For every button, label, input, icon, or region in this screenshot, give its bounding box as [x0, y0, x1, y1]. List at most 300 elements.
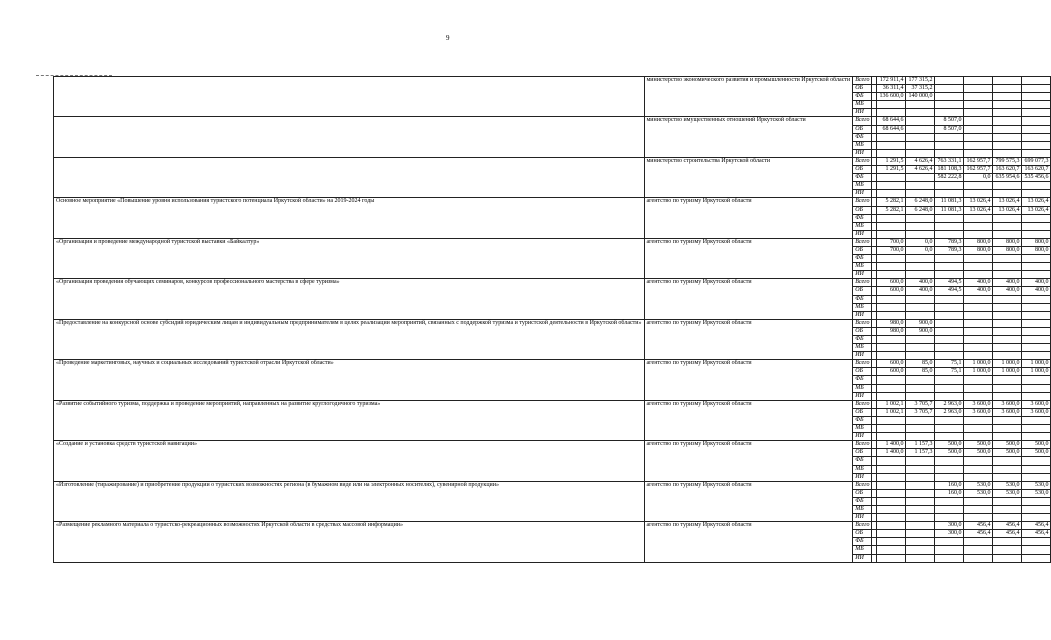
- value-cell: 530,0: [993, 489, 1022, 497]
- table-row: [54, 360, 1051, 368]
- value-cell: 1 291,5: [877, 157, 906, 165]
- value-cell: [1022, 554, 1051, 562]
- value-cell: [964, 457, 993, 465]
- value-cell: 4 626,4: [906, 157, 935, 165]
- value-cell: [1022, 230, 1051, 238]
- value-cell: 400,0: [993, 287, 1022, 295]
- value-cell: [1022, 311, 1051, 319]
- value-cell: [877, 182, 906, 190]
- value-cell: [906, 336, 935, 344]
- funding-source: Всего: [853, 279, 872, 287]
- value-cell: [877, 481, 906, 489]
- value-cell: [993, 425, 1022, 433]
- value-cell: 3 600,0: [993, 408, 1022, 416]
- funding-source: ИИ: [853, 271, 872, 279]
- value-cell: [1022, 85, 1051, 93]
- executor-name: агентство по туризму Иркутской области: [644, 319, 853, 359]
- value-cell: 172 911,4: [877, 77, 906, 85]
- funding-source: ИИ: [853, 473, 872, 481]
- funding-source: Всего: [853, 319, 872, 327]
- funding-source: Всего: [853, 522, 872, 530]
- value-cell: [964, 392, 993, 400]
- value-cell: [1022, 182, 1051, 190]
- value-cell: 37 315,2: [906, 85, 935, 93]
- value-cell: [877, 489, 906, 497]
- value-cell: 530,0: [1022, 489, 1051, 497]
- value-cell: [964, 352, 993, 360]
- value-cell: 1 000,0: [993, 368, 1022, 376]
- value-cell: [1022, 149, 1051, 157]
- value-cell: 400,0: [993, 279, 1022, 287]
- value-cell: [964, 117, 993, 125]
- funding-source: ФБ: [853, 376, 872, 384]
- value-cell: 181 108,3: [935, 166, 964, 174]
- value-cell: [964, 255, 993, 263]
- value-cell: [906, 125, 935, 133]
- funding-source: ОБ: [853, 166, 872, 174]
- funding-source: ОБ: [853, 489, 872, 497]
- value-cell: [964, 425, 993, 433]
- funding-source: Всего: [853, 360, 872, 368]
- value-cell: [906, 465, 935, 473]
- activity-name: [54, 117, 645, 157]
- value-cell: [964, 384, 993, 392]
- table-row: [54, 198, 1051, 206]
- value-cell: 456,4: [993, 522, 1022, 530]
- executor-name: агентство по туризму Иркутской области: [644, 441, 853, 481]
- value-cell: [906, 554, 935, 562]
- value-cell: [877, 416, 906, 424]
- value-cell: [1022, 392, 1051, 400]
- value-cell: [1022, 425, 1051, 433]
- value-cell: 400,0: [1022, 279, 1051, 287]
- funding-source: ОБ: [853, 206, 872, 214]
- value-cell: [935, 141, 964, 149]
- value-cell: 980,0: [877, 319, 906, 327]
- funding-source: ИИ: [853, 149, 872, 157]
- value-cell: [935, 376, 964, 384]
- value-cell: 68 644,6: [877, 117, 906, 125]
- activity-name: [54, 77, 645, 117]
- value-cell: 500,0: [964, 449, 993, 457]
- value-cell: [877, 133, 906, 141]
- funding-source: Всего: [853, 198, 872, 206]
- value-cell: 1 400,0: [877, 441, 906, 449]
- activity-name: «Проведение маркетинговых, научных и социальных исследований туристской отрасли Иркутской области»: [54, 360, 645, 400]
- value-cell: 800,0: [1022, 238, 1051, 246]
- value-cell: [1022, 263, 1051, 271]
- value-cell: [877, 352, 906, 360]
- value-cell: 13 026,4: [993, 198, 1022, 206]
- funding-source: МБ: [853, 303, 872, 311]
- value-cell: [964, 327, 993, 335]
- value-cell: [935, 505, 964, 513]
- value-cell: [906, 222, 935, 230]
- value-cell: [877, 433, 906, 441]
- executor-name: министерство имущественных отношений Иркутской области: [644, 117, 853, 157]
- value-cell: [964, 230, 993, 238]
- value-cell: 300,0: [935, 522, 964, 530]
- value-cell: [993, 546, 1022, 554]
- value-cell: 13 026,4: [964, 206, 993, 214]
- value-cell: [935, 149, 964, 157]
- value-cell: 13 026,4: [1022, 198, 1051, 206]
- value-cell: [964, 497, 993, 505]
- value-cell: 800,0: [1022, 246, 1051, 254]
- value-cell: [935, 77, 964, 85]
- value-cell: [877, 554, 906, 562]
- budget-table: [53, 76, 1051, 563]
- value-cell: [877, 425, 906, 433]
- value-cell: 699 077,3: [1022, 157, 1051, 165]
- value-cell: [993, 344, 1022, 352]
- funding-source: ФБ: [853, 538, 872, 546]
- value-cell: 500,0: [964, 441, 993, 449]
- value-cell: 162 957,7: [964, 166, 993, 174]
- funding-source: ИИ: [853, 514, 872, 522]
- value-cell: [964, 263, 993, 271]
- value-cell: 162 957,7: [964, 157, 993, 165]
- page-number: 9: [446, 34, 450, 42]
- value-cell: [906, 425, 935, 433]
- value-cell: [906, 149, 935, 157]
- value-cell: [935, 327, 964, 335]
- value-cell: 11 081,3: [935, 198, 964, 206]
- value-cell: 3 705,7: [906, 400, 935, 408]
- value-cell: [964, 344, 993, 352]
- value-cell: [935, 465, 964, 473]
- value-cell: [993, 101, 1022, 109]
- funding-source: МБ: [853, 425, 872, 433]
- value-cell: 789,3: [935, 238, 964, 246]
- value-cell: 456,4: [964, 522, 993, 530]
- value-cell: [877, 311, 906, 319]
- value-cell: [906, 344, 935, 352]
- funding-source: Всего: [853, 117, 872, 125]
- value-cell: [993, 538, 1022, 546]
- executor-name: агентство по туризму Иркутской области: [644, 198, 853, 238]
- value-cell: 3 705,7: [906, 408, 935, 416]
- value-cell: [906, 182, 935, 190]
- value-cell: [877, 530, 906, 538]
- funding-source: ОБ: [853, 368, 872, 376]
- value-cell: [877, 174, 906, 182]
- funding-source: ОБ: [853, 408, 872, 416]
- activity-name: «Размещение рекламного материала о туристско-рекреационных возможностях Иркутской области в средствах массовой информации»: [54, 522, 645, 562]
- funding-source: ФБ: [853, 457, 872, 465]
- value-cell: 600,0: [877, 368, 906, 376]
- value-cell: [906, 109, 935, 117]
- value-cell: 85,0: [906, 368, 935, 376]
- value-cell: 800,0: [993, 246, 1022, 254]
- value-cell: 800,0: [964, 246, 993, 254]
- value-cell: [964, 214, 993, 222]
- funding-source: ФБ: [853, 133, 872, 141]
- value-cell: 85,0: [906, 360, 935, 368]
- value-cell: [1022, 141, 1051, 149]
- executor-name: агентство по туризму Иркутской области: [644, 279, 853, 319]
- value-cell: [993, 271, 1022, 279]
- value-cell: [935, 425, 964, 433]
- value-cell: 163 620,7: [1022, 166, 1051, 174]
- funding-source: МБ: [853, 182, 872, 190]
- value-cell: [906, 473, 935, 481]
- value-cell: 4 626,4: [906, 166, 935, 174]
- funding-source: ФБ: [853, 214, 872, 222]
- funding-source: Всего: [853, 481, 872, 489]
- value-cell: 2 963,0: [935, 408, 964, 416]
- value-cell: [906, 214, 935, 222]
- value-cell: 635 954,6: [993, 174, 1022, 182]
- value-cell: [993, 214, 1022, 222]
- funding-source: ОБ: [853, 449, 872, 457]
- value-cell: 13 026,4: [964, 198, 993, 206]
- value-cell: [906, 497, 935, 505]
- funding-source: МБ: [853, 465, 872, 473]
- value-cell: [877, 546, 906, 554]
- value-cell: [906, 352, 935, 360]
- value-cell: [993, 416, 1022, 424]
- value-cell: [935, 433, 964, 441]
- value-cell: [993, 125, 1022, 133]
- funding-source: МБ: [853, 384, 872, 392]
- funding-source: ОБ: [853, 125, 872, 133]
- value-cell: [993, 311, 1022, 319]
- value-cell: [906, 505, 935, 513]
- value-cell: [935, 85, 964, 93]
- value-cell: [993, 117, 1022, 125]
- value-cell: [993, 255, 1022, 263]
- value-cell: 1 291,5: [877, 166, 906, 174]
- value-cell: 800,0: [964, 238, 993, 246]
- activity-name: [54, 157, 645, 197]
- value-cell: [993, 505, 1022, 513]
- value-cell: [1022, 117, 1051, 125]
- value-cell: [964, 433, 993, 441]
- funding-source: ИИ: [853, 190, 872, 198]
- value-cell: [964, 93, 993, 101]
- value-cell: 400,0: [906, 287, 935, 295]
- value-cell: [935, 392, 964, 400]
- value-cell: 456,4: [964, 530, 993, 538]
- funding-source: ИИ: [853, 230, 872, 238]
- value-cell: [964, 271, 993, 279]
- funding-source: МБ: [853, 546, 872, 554]
- funding-source: ОБ: [853, 85, 872, 93]
- value-cell: [906, 546, 935, 554]
- value-cell: [935, 214, 964, 222]
- value-cell: [993, 182, 1022, 190]
- value-cell: [906, 514, 935, 522]
- value-cell: 8 507,0: [935, 117, 964, 125]
- value-cell: [877, 514, 906, 522]
- value-cell: [993, 230, 1022, 238]
- funding-source: МБ: [853, 222, 872, 230]
- value-cell: [935, 255, 964, 263]
- funding-source: МБ: [853, 505, 872, 513]
- value-cell: 300,0: [935, 530, 964, 538]
- value-cell: [993, 384, 1022, 392]
- value-cell: [935, 303, 964, 311]
- value-cell: [906, 457, 935, 465]
- table-row: [54, 400, 1051, 408]
- value-cell: [906, 530, 935, 538]
- value-cell: [964, 77, 993, 85]
- value-cell: [964, 514, 993, 522]
- value-cell: 8 507,0: [935, 125, 964, 133]
- executor-name: агентство по туризму Иркутской области: [644, 360, 853, 400]
- value-cell: [935, 182, 964, 190]
- value-cell: 494,5: [935, 287, 964, 295]
- value-cell: [906, 133, 935, 141]
- value-cell: [964, 465, 993, 473]
- funding-source: МБ: [853, 344, 872, 352]
- value-cell: 163 620,7: [993, 166, 1022, 174]
- value-cell: [1022, 336, 1051, 344]
- value-cell: [935, 344, 964, 352]
- value-cell: 6 248,0: [906, 206, 935, 214]
- value-cell: [993, 514, 1022, 522]
- value-cell: [964, 311, 993, 319]
- value-cell: 1 002,1: [877, 408, 906, 416]
- value-cell: [877, 465, 906, 473]
- executor-name: министерство экономического развития и промышленности Иркутской области: [644, 77, 853, 117]
- activity-name: Основное мероприятие «Повышение уровня использования туристского потенциала Иркутской области» на 2019-2024 годы: [54, 198, 645, 238]
- value-cell: [1022, 327, 1051, 335]
- value-cell: 500,0: [1022, 449, 1051, 457]
- value-cell: [993, 77, 1022, 85]
- value-cell: [993, 93, 1022, 101]
- value-cell: [1022, 125, 1051, 133]
- value-cell: 500,0: [935, 441, 964, 449]
- value-cell: [964, 538, 993, 546]
- value-cell: [906, 538, 935, 546]
- value-cell: 5 282,1: [877, 206, 906, 214]
- value-cell: [877, 214, 906, 222]
- value-cell: [964, 376, 993, 384]
- value-cell: [1022, 465, 1051, 473]
- funding-source: ФБ: [853, 93, 872, 101]
- value-cell: 3 600,0: [964, 400, 993, 408]
- executor-name: агентство по туризму Иркутской области: [644, 522, 853, 562]
- value-cell: [935, 109, 964, 117]
- funding-source: ФБ: [853, 497, 872, 505]
- table-row: [54, 319, 1051, 327]
- value-cell: [906, 230, 935, 238]
- value-cell: [1022, 433, 1051, 441]
- value-cell: [935, 190, 964, 198]
- activity-name: «Организация проведения обучающих семинаров, конкурсов профессионального мастерства в сфере туризма»: [54, 279, 645, 319]
- value-cell: 3 600,0: [1022, 408, 1051, 416]
- value-cell: 68 644,6: [877, 125, 906, 133]
- value-cell: [1022, 538, 1051, 546]
- value-cell: 400,0: [1022, 287, 1051, 295]
- value-cell: [1022, 376, 1051, 384]
- funding-source: МБ: [853, 263, 872, 271]
- value-cell: [993, 303, 1022, 311]
- value-cell: [935, 514, 964, 522]
- value-cell: 456,4: [1022, 522, 1051, 530]
- value-cell: [877, 255, 906, 263]
- value-cell: [935, 319, 964, 327]
- value-cell: [993, 327, 1022, 335]
- value-cell: 400,0: [906, 279, 935, 287]
- value-cell: [993, 319, 1022, 327]
- value-cell: [1022, 546, 1051, 554]
- value-cell: 700,0: [877, 238, 906, 246]
- value-cell: [935, 546, 964, 554]
- executor-name: агентство по туризму Иркутской области: [644, 481, 853, 521]
- value-cell: [1022, 109, 1051, 117]
- value-cell: 799 575,3: [993, 157, 1022, 165]
- value-cell: 500,0: [1022, 441, 1051, 449]
- value-cell: 36 311,4: [877, 85, 906, 93]
- funding-source: МБ: [853, 141, 872, 149]
- value-cell: [1022, 101, 1051, 109]
- table-row: [54, 117, 1051, 125]
- value-cell: [964, 546, 993, 554]
- funding-source: ИИ: [853, 311, 872, 319]
- value-cell: 3 600,0: [964, 408, 993, 416]
- value-cell: [964, 141, 993, 149]
- value-cell: [906, 255, 935, 263]
- funding-source: ОБ: [853, 327, 872, 335]
- value-cell: [877, 263, 906, 271]
- value-cell: 1 000,0: [993, 360, 1022, 368]
- value-cell: [877, 473, 906, 481]
- value-cell: [993, 554, 1022, 562]
- value-cell: 535 456,6: [1022, 174, 1051, 182]
- value-cell: [877, 522, 906, 530]
- value-cell: [964, 473, 993, 481]
- value-cell: [877, 392, 906, 400]
- value-cell: 400,0: [964, 279, 993, 287]
- value-cell: [906, 263, 935, 271]
- value-cell: [993, 473, 1022, 481]
- value-cell: 5 282,1: [877, 198, 906, 206]
- funding-source: ФБ: [853, 174, 872, 182]
- value-cell: 160,0: [935, 489, 964, 497]
- value-cell: 6 248,0: [906, 198, 935, 206]
- value-cell: 530,0: [964, 489, 993, 497]
- value-cell: 900,0: [906, 327, 935, 335]
- value-cell: [1022, 190, 1051, 198]
- value-cell: [877, 101, 906, 109]
- funding-source: ИИ: [853, 433, 872, 441]
- funding-source: ФБ: [853, 295, 872, 303]
- value-cell: 494,5: [935, 279, 964, 287]
- value-cell: [1022, 255, 1051, 263]
- value-cell: [1022, 416, 1051, 424]
- value-cell: 600,0: [877, 287, 906, 295]
- funding-source: ФБ: [853, 336, 872, 344]
- funding-source: ИИ: [853, 109, 872, 117]
- value-cell: 763 331,1: [935, 157, 964, 165]
- executor-name: агентство по туризму Иркутской области: [644, 400, 853, 440]
- value-cell: 75,1: [935, 368, 964, 376]
- value-cell: 800,0: [993, 238, 1022, 246]
- funding-source: ФБ: [853, 416, 872, 424]
- value-cell: [1022, 514, 1051, 522]
- value-cell: 1 002,1: [877, 400, 906, 408]
- value-cell: [993, 376, 1022, 384]
- funding-source: МБ: [853, 101, 872, 109]
- value-cell: [906, 141, 935, 149]
- funding-source: Всего: [853, 77, 872, 85]
- funding-source: Всего: [853, 441, 872, 449]
- value-cell: [993, 465, 1022, 473]
- value-cell: [1022, 222, 1051, 230]
